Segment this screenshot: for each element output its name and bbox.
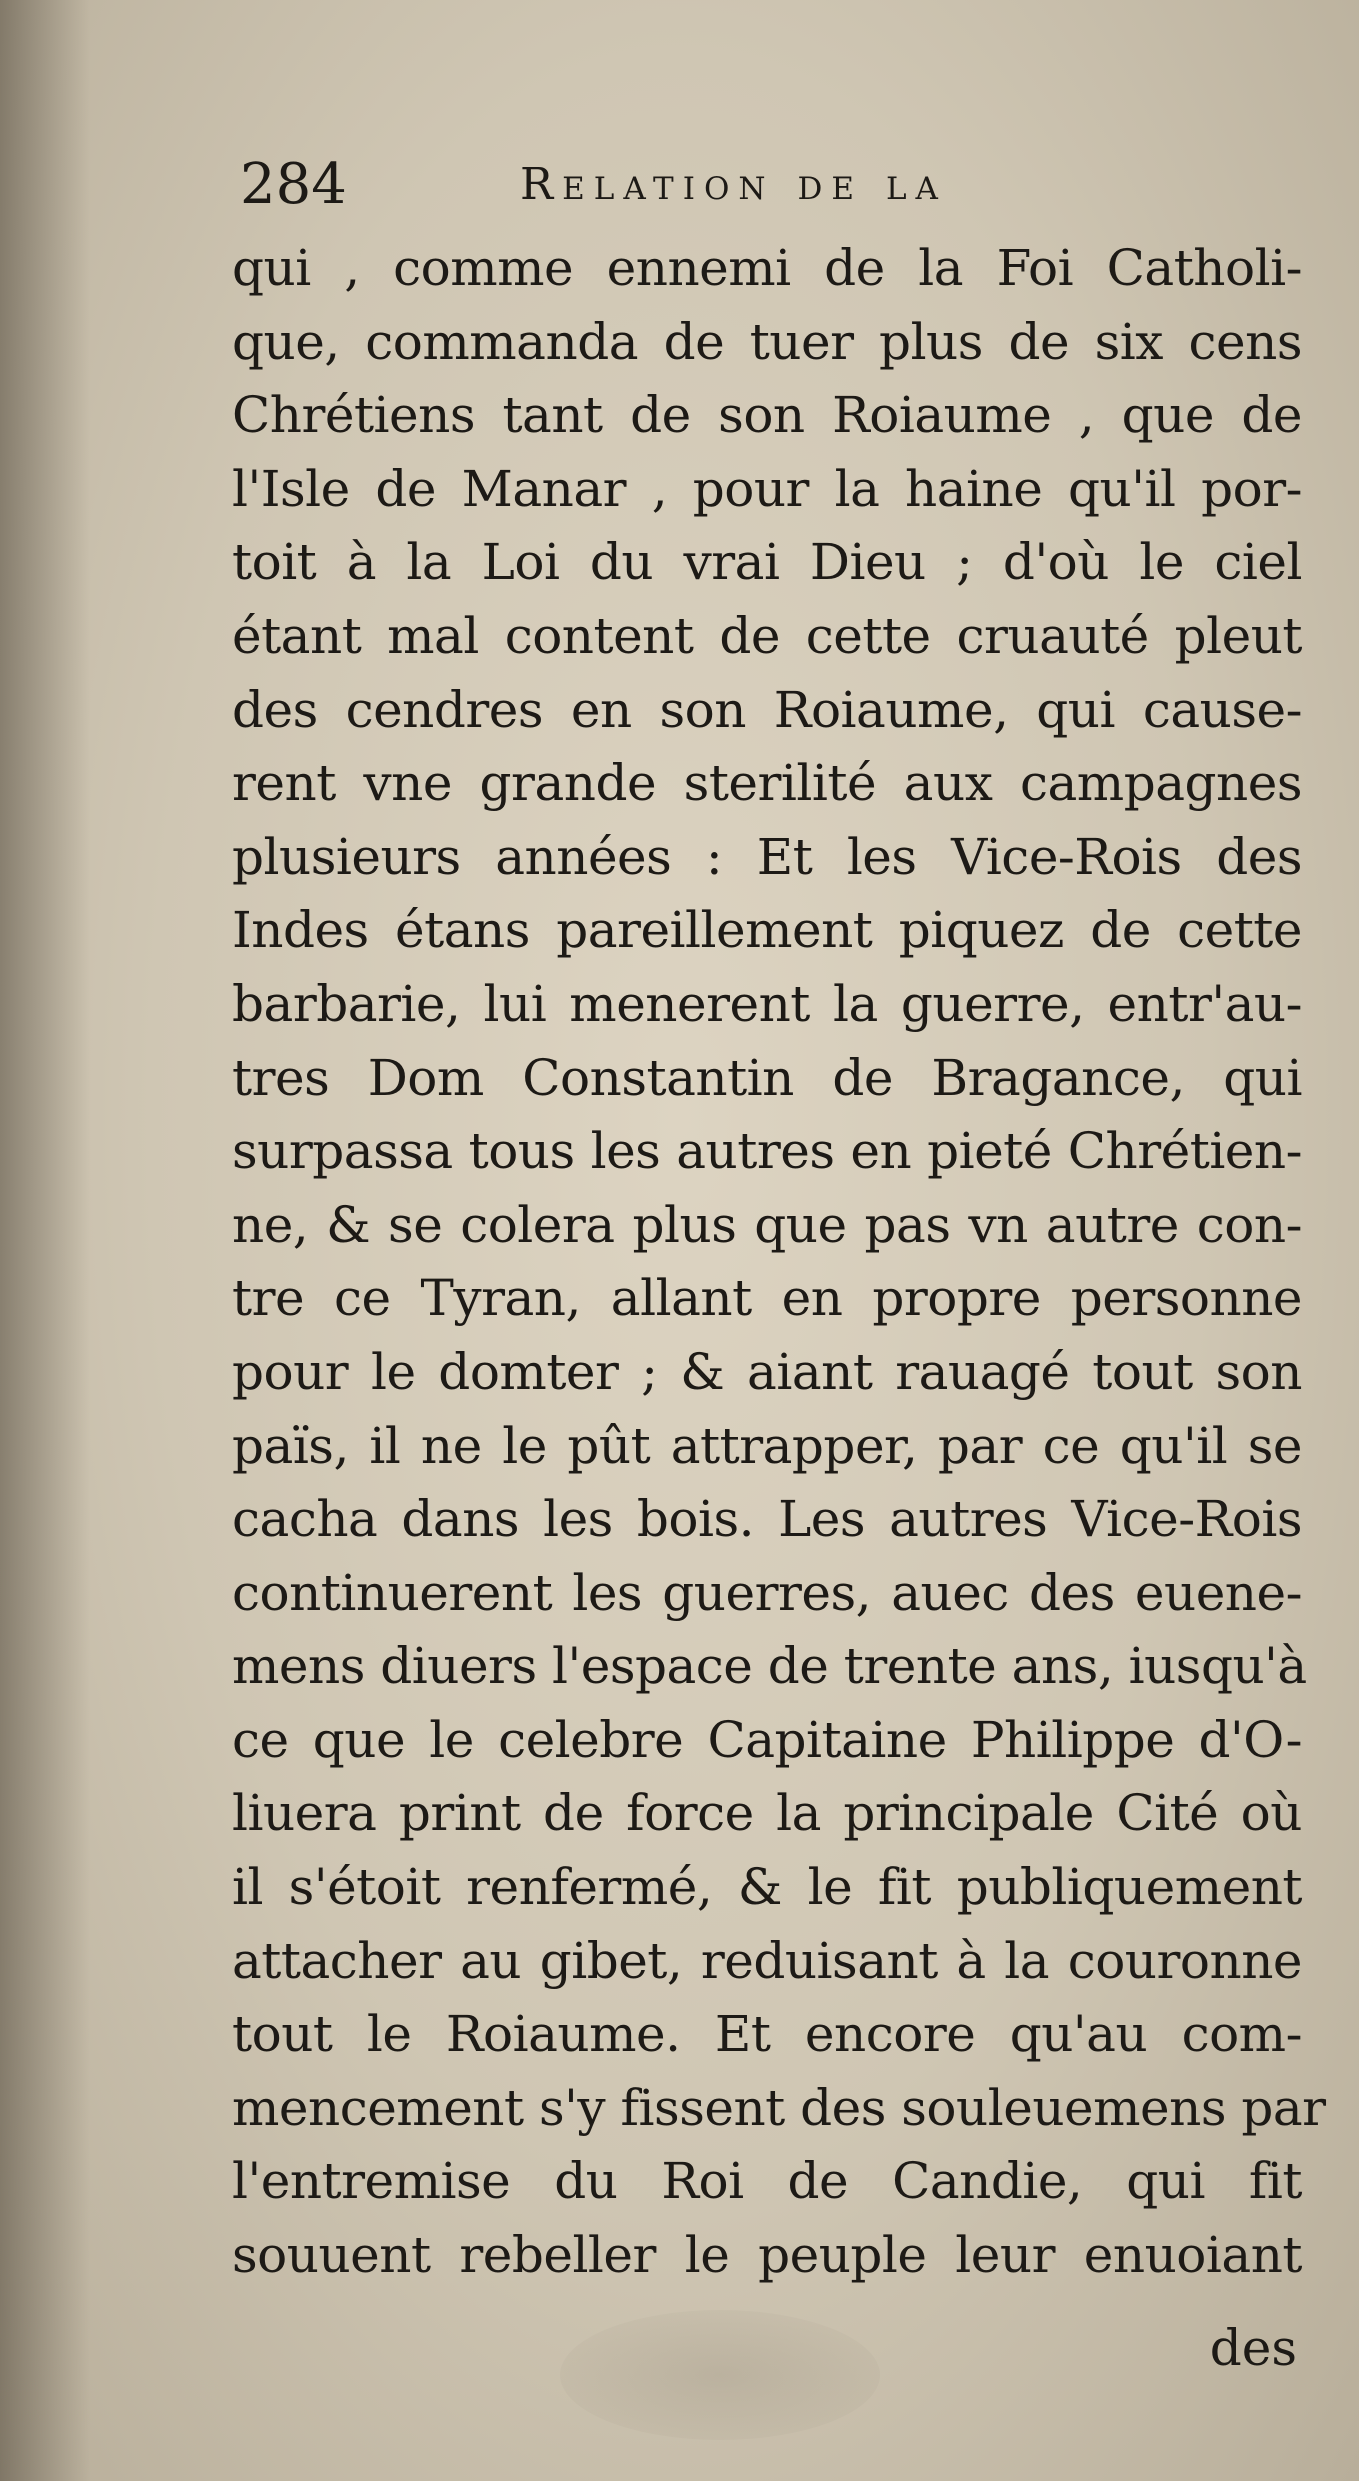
text-line: tout le Roiaume. Et encore qu'au com- <box>232 2005 1302 2064</box>
text-line: ce que le celebre Capitaine Philippe d'O- <box>232 1710 1302 1769</box>
paper-stain <box>560 2310 880 2440</box>
body-text <box>232 232 1326 2293</box>
text-line: l'Isle de Manar , pour la haine qu'il por- <box>232 459 1302 518</box>
page-header <box>240 150 1160 220</box>
text-line: mencement s'y fissent des souleuemens par <box>232 2078 1326 2137</box>
text-line: des cendres en son Roiaume, qui cause- <box>232 680 1302 739</box>
text-line: païs, il ne le pût attrapper, par ce qu'il se <box>232 1416 1302 1475</box>
text-line: souuent rebeller le peuple leur enuoiant <box>232 2226 1302 2285</box>
text-line: que, commanda de tuer plus de six cens <box>232 312 1302 371</box>
text-line: continuerent les guerres, auec des euene- <box>232 1563 1302 1622</box>
text-line: tre ce Tyran, allant en propre personne <box>232 1269 1302 1328</box>
text-line: surpassa tous les autres en pieté Chrétien- <box>232 1122 1302 1181</box>
catchword: des <box>1209 2319 1297 2377</box>
text-line: il s'étoit renfermé, & le fit publiquement <box>232 1858 1302 1917</box>
page-number: 284 <box>240 152 347 217</box>
text-line: barbarie, lui menerent la guerre, entr'au- <box>232 974 1302 1033</box>
text-line: cacha dans les bois. Les autres Vice-Rois <box>232 1490 1302 1549</box>
text-line: pour le domter ; & aiant rauagé tout son <box>232 1342 1302 1401</box>
text-line: toit à la Loi du vrai Dieu ; d'où le ciel <box>232 533 1302 592</box>
text-line: ne, & se colera plus que pas vn autre con- <box>232 1195 1302 1254</box>
text-line: l'entremise du Roi de Candie, qui fit <box>232 2152 1302 2211</box>
text-line: rent vne grande sterilité aux campagnes <box>232 754 1302 813</box>
text-line: Indes étans pareillement piquez de cette <box>232 901 1302 960</box>
gutter-shadow <box>0 0 90 2481</box>
text-line: tres Dom Constantin de Bragance, qui <box>232 1048 1302 1107</box>
text-line: mens diuers l'espace de trente ans, iusqu'à <box>232 1637 1307 1696</box>
running-head: Relation de la <box>520 159 947 210</box>
text-line: étant mal content de cette cruauté pleut <box>232 606 1302 665</box>
text-line: plusieurs années : Et les Vice-Rois des <box>232 827 1302 886</box>
text-line: liuera print de force la principale Cité où <box>232 1784 1302 1843</box>
text-line: Chrétiens tant de son Roiaume , que de <box>232 386 1302 445</box>
text-line: attacher au gibet, reduisant à la couronne <box>232 1931 1302 1990</box>
text-line: qui , comme ennemi de la Foi Catholi- <box>232 239 1302 297</box>
